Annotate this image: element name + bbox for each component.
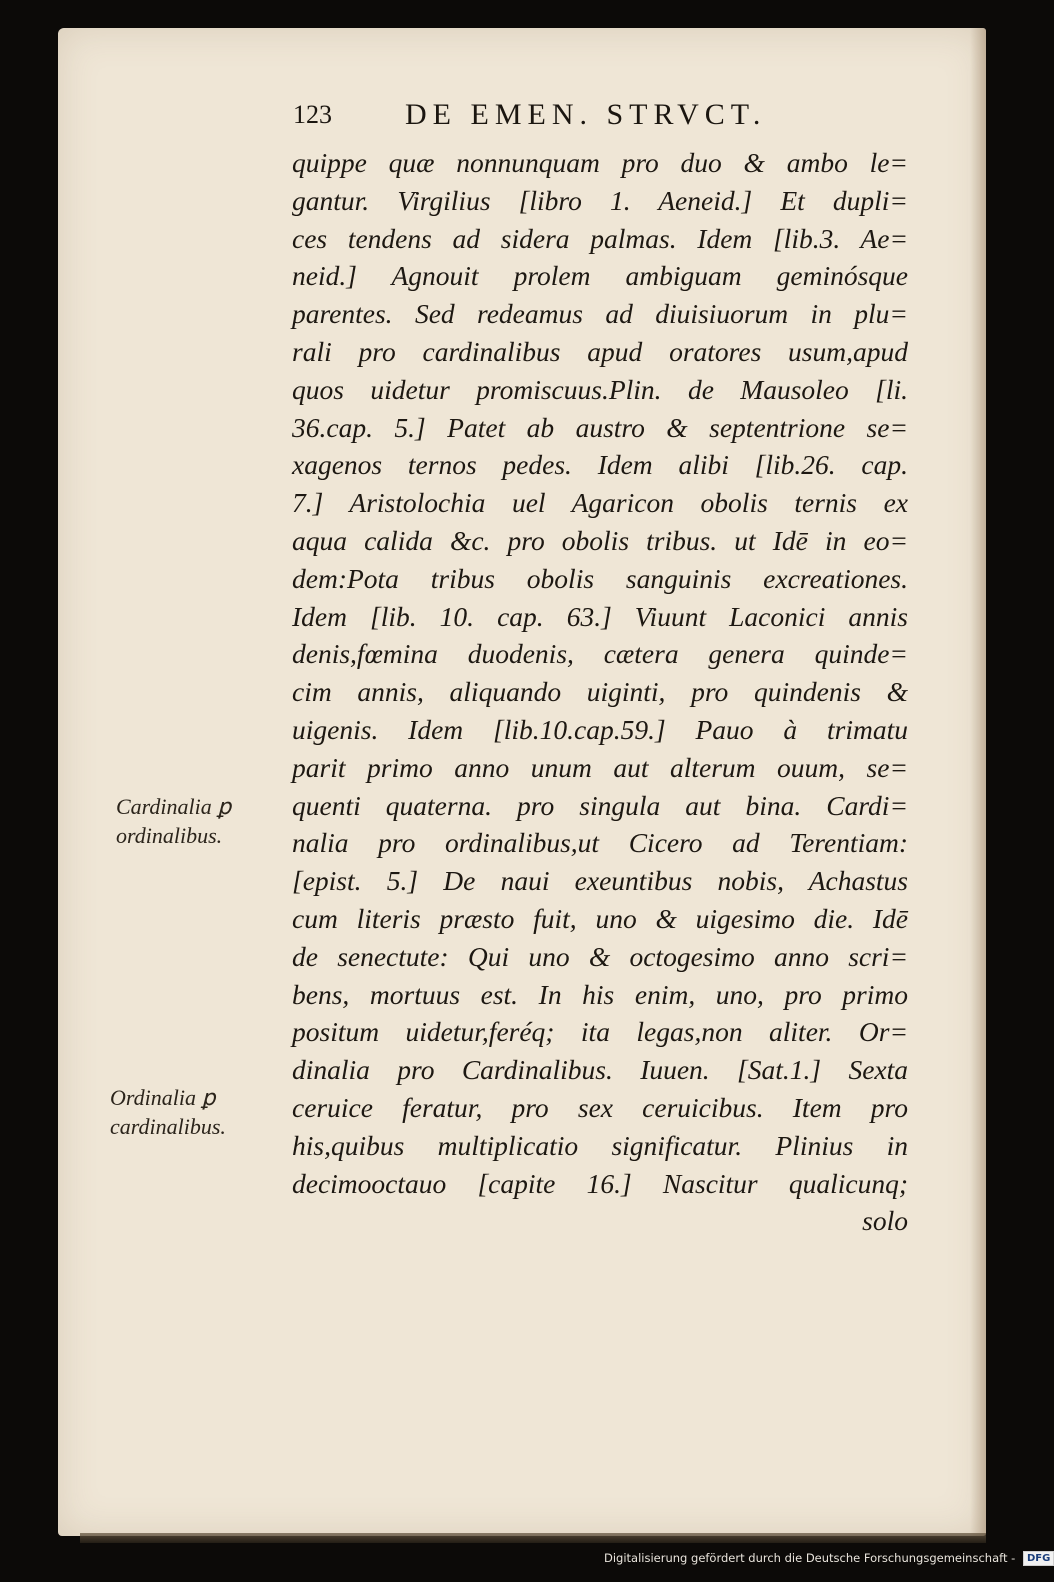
margin-note-line: cardinalibus. [110,1114,226,1139]
credit-text: Digitalisierung gefördert durch die Deutsche Forschungsgemeinschaft - [604,1551,1016,1565]
text-line: quenti quaterna. pro singula aut bina. Cardi= [292,789,908,821]
text-line: dem:Pota tribus obolis sanguinis excreationes. [292,562,908,594]
page-edge-shadow [970,28,986,1536]
text-line: 36.cap. 5.] Patet ab austro & septentrione se= [292,411,908,443]
text-line: ces tendens ad sidera palmas. Idem [lib.3. Ae= [292,222,908,254]
text-line: denis,fœmina duodenis, cætera genera quinde= [292,638,908,670]
margin-note-line: ordinalibus. [116,823,223,848]
body-text [292,144,908,1240]
dfg-logo: DFG [1023,1551,1054,1566]
text-line: cum literis præsto fuit, uno & uigesimo die. Idē [292,902,908,934]
text-line: rali pro cardinalibus apud oratores usum,apud [292,335,908,367]
text-line: neid.] Agnouit prolem ambiguam geminósque [292,260,908,292]
text-line: parentes. Sed redeamus ad diuisiuorum in plu= [292,298,908,330]
digitization-credit [604,1551,1051,1577]
running-head [293,100,833,140]
margin-note-ordinalia [110,1083,280,1141]
text-line: aqua calida &c. pro obolis tribus. ut Idē in eo= [292,524,908,556]
text-line: solo [862,1205,908,1237]
page-bottom-edge [80,1533,986,1543]
text-line: nalia pro ordinalibus,ut Cicero ad Terentiam: [292,827,908,859]
text-line: parit primo anno unum aut alterum ouum, se= [292,751,908,783]
text-line: dinalia pro Cardinalibus. Iuuen. [Sat.1.] Sexta [292,1054,908,1086]
text-line: Idem [lib. 10. cap. 63.] Viuunt Laconici annis [292,600,908,632]
margin-note-line: Ordinalia ꝑ [110,1085,216,1110]
text-line: bens, mortuus est. In his enim, uno, pro primo [292,978,908,1010]
text-line: quos uidetur promiscuus.Plin. de Mausoleo [li. [292,373,908,405]
page-number: 123 [293,100,332,129]
text-line: [epist. 5.] De naui exeuntibus nobis, Achastus [292,865,908,897]
text-line: positum uidetur,feréq; ita legas,non aliter. Or= [292,1016,908,1048]
margin-note-cardinalia [116,792,286,850]
running-head-title: DE EMEN. STRVCT. [405,98,767,131]
text-line: xagenos ternos pedes. Idem alibi [lib.26. cap. [292,449,908,481]
text-line: gantur. Virgilius [libro 1. Aeneid.] Et dupli= [292,184,908,216]
text-line: ceruice feratur, pro sex ceruicibus. Item pro [292,1091,908,1123]
text-line: uigenis. Idem [lib.10.cap.59.] Pauo à trimatu [292,713,908,745]
text-line: quippe quæ nonnunquam pro duo & ambo le= [292,147,908,178]
text-line: 7.] Aristolochia uel Agaricon obolis ternis ex [292,487,908,519]
text-line: cim annis, aliquando uiginti, pro quindenis & [292,676,908,708]
margin-note-line: Cardinalia ꝑ [116,794,232,819]
text-line: de senectute: Qui uno & octogesimo anno scri= [292,940,908,972]
text-line: his,quibus multiplicatio significatur. Plinius in [292,1129,908,1161]
text-line: decimooctauo [capite 16.] Nascitur qualicunq; [292,1167,908,1199]
